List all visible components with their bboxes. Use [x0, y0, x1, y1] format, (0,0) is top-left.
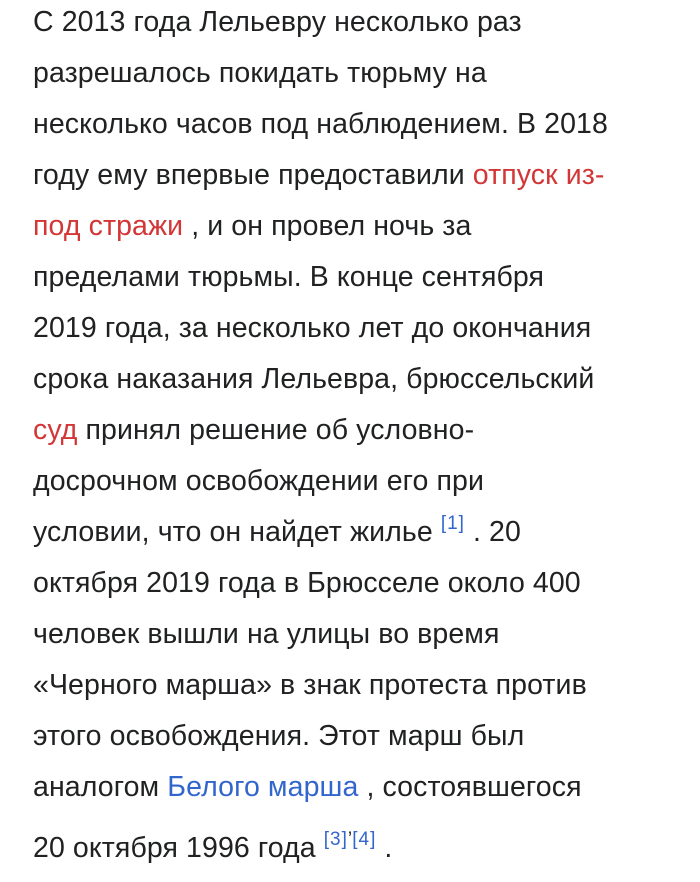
reference-link-1[interactable]: [1] — [440, 513, 465, 534]
text-line: этого освобождения. Этот марш был — [33, 720, 525, 752]
text-line: С 2013 года Лельевру несколько раз — [33, 6, 522, 38]
text-line — [33, 158, 605, 192]
text-line: 2019 года, за несколько лет до окончания — [33, 312, 592, 344]
text-line — [33, 515, 521, 553]
text-segment: , состоявшегося — [358, 771, 582, 803]
text-line: октября 2019 года в Брюсселе около 400 — [33, 567, 581, 599]
text-line — [33, 831, 392, 869]
text-segment: . 20 — [464, 516, 521, 548]
text-segment: условии, что он найдет жилье — [33, 516, 441, 548]
link-leave-from-custody[interactable]: отпуск из- — [472, 159, 605, 191]
text-segment: принял решение об условно- — [77, 414, 475, 446]
text-line: досрочном освобождении его при — [33, 465, 485, 497]
text-line: «Черного марша» в знак протеста против — [33, 669, 587, 701]
text-line: человек вышли на улицы во время — [33, 618, 500, 650]
text-segment: аналогом — [33, 771, 168, 803]
text-line: срока наказания Лельевра, брюссельский — [33, 363, 595, 395]
text-segment: году ему впервые предоставили — [33, 159, 473, 191]
text-line — [33, 770, 582, 804]
link-leave-from-custody-continued[interactable]: под стражи — [33, 210, 184, 242]
link-white-march[interactable]: Белого марша — [167, 771, 359, 803]
text-line: несколько часов под наблюдением. В 2018 — [33, 108, 608, 140]
text-line — [33, 413, 474, 447]
text-segment: . — [376, 832, 393, 864]
reference-link-3[interactable]: [3] — [323, 829, 348, 850]
reference-link-4[interactable]: [4] — [352, 829, 377, 850]
text-line: пределами тюрьмы. В конце сентября — [33, 261, 545, 293]
text-segment: 20 октября 1996 года — [33, 832, 324, 864]
text-segment: , и он провел ночь за — [183, 210, 472, 242]
reference-separator: ’ — [347, 829, 353, 850]
text-line — [33, 209, 471, 243]
text-line: разрешалось покидать тюрьму на — [33, 57, 487, 89]
link-court[interactable]: суд — [33, 414, 78, 446]
